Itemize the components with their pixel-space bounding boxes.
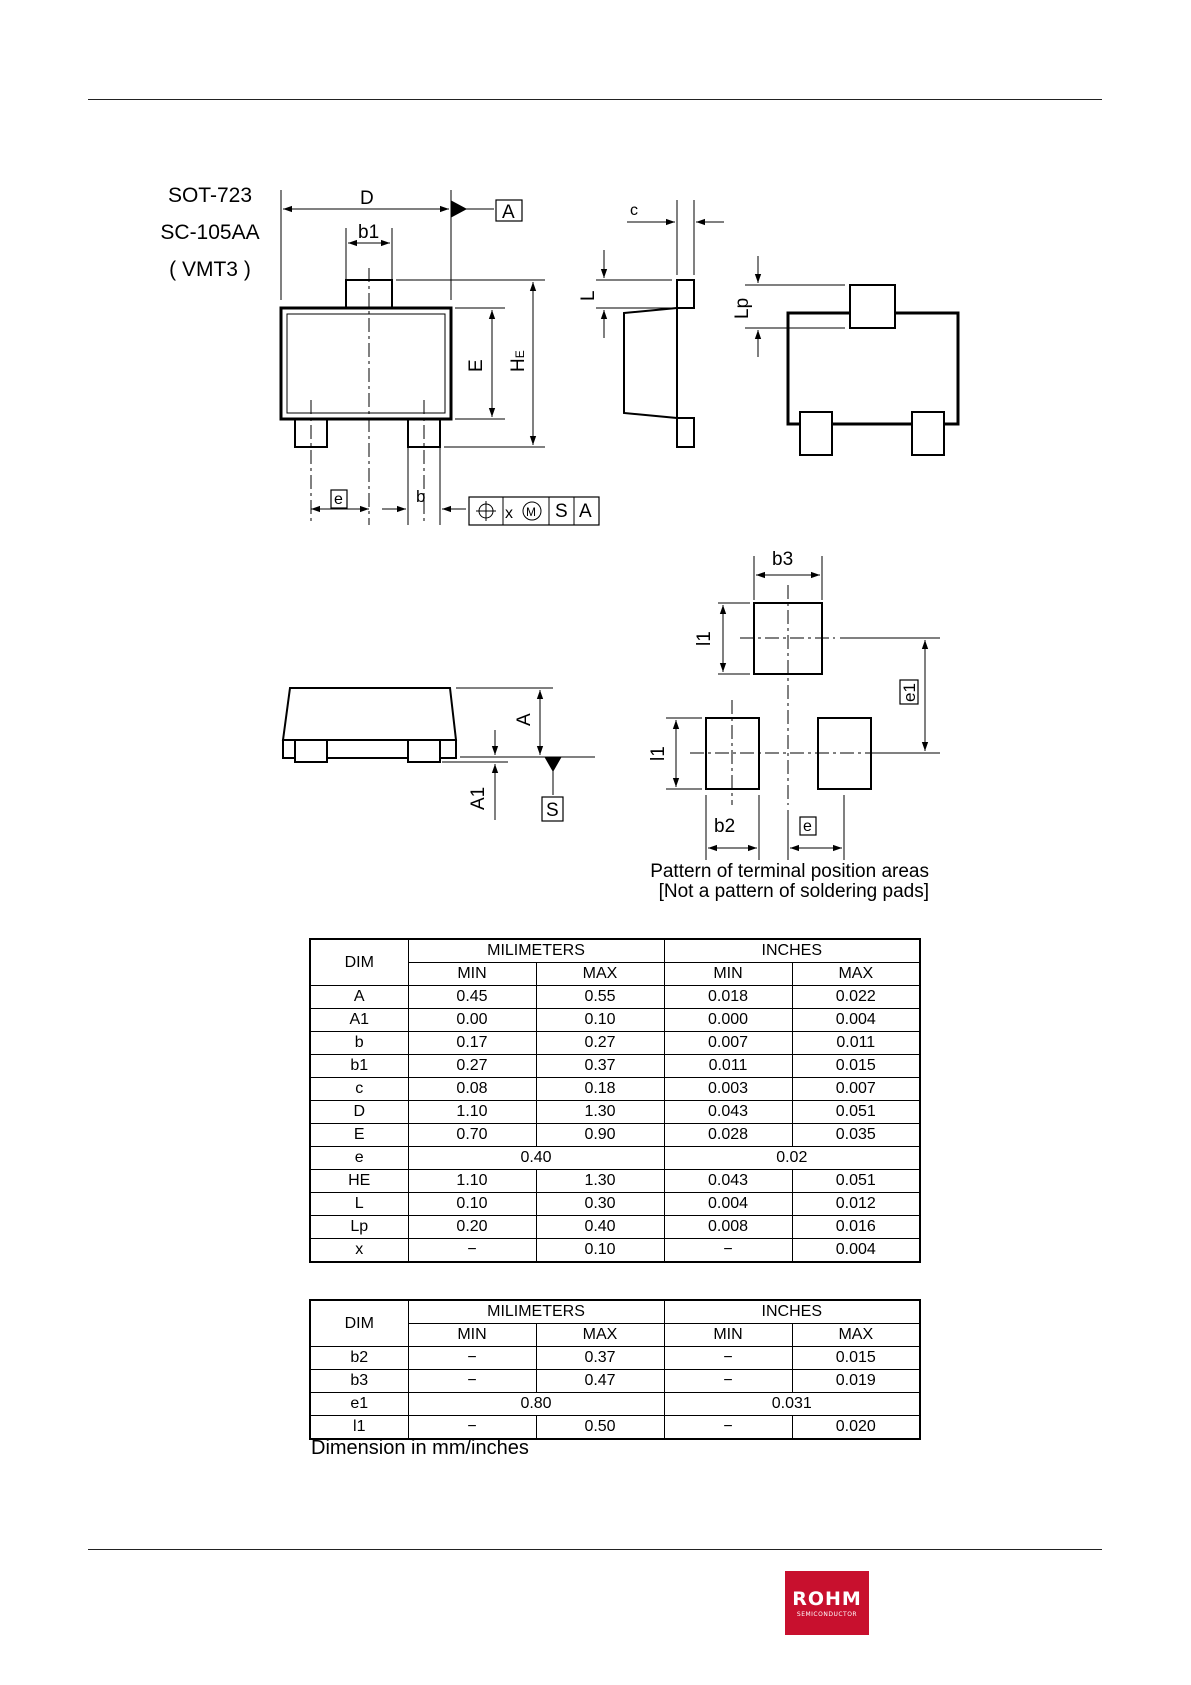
- mm-min-cell: 0.10: [408, 1193, 536, 1216]
- table-row: [310, 1170, 920, 1193]
- mm-min-cell: 0.08: [408, 1078, 536, 1101]
- in-max-cell: 0.016: [792, 1216, 920, 1239]
- mm-min-cell: 1.10: [408, 1170, 536, 1193]
- mm-min-cell: −: [408, 1347, 536, 1370]
- datum-label-S: S: [546, 800, 559, 821]
- in-min-cell: 0.007: [664, 1032, 792, 1055]
- in-min-cell: −: [664, 1416, 792, 1440]
- mm-max-cell: 0.50: [536, 1416, 664, 1440]
- terminal-pattern: [666, 556, 940, 860]
- dim-cell: Lp: [310, 1216, 408, 1239]
- in-max-cell: 0.011: [792, 1032, 920, 1055]
- dim-cell: HE: [310, 1170, 408, 1193]
- in-max-header: MAX: [792, 963, 920, 986]
- logo-subtext: SEMICONDUCTOR: [796, 1611, 858, 1618]
- in-min-cell: −: [664, 1239, 792, 1263]
- in-min-cell: 0.011: [664, 1055, 792, 1078]
- in-min-header: MIN: [664, 963, 792, 986]
- mm-max-cell: 0.27: [536, 1032, 664, 1055]
- mm-max-cell: 0.18: [536, 1078, 664, 1101]
- in-value-cell: 0.031: [664, 1393, 920, 1416]
- dim-label-HE-sub: E: [513, 350, 527, 359]
- dim-label-HE-main: H: [508, 358, 529, 372]
- in-min-cell: 0.003: [664, 1078, 792, 1101]
- dim-label-l1-top: l1: [694, 631, 715, 646]
- mm-min-cell: −: [408, 1370, 536, 1393]
- in-min-cell: 0.028: [664, 1124, 792, 1147]
- dim-cell: c: [310, 1078, 408, 1101]
- dimension-note: Dimension in mm/inches: [311, 1437, 529, 1459]
- dim-label-b2: b2: [714, 816, 736, 837]
- dim-label-e: e: [334, 491, 343, 508]
- mm-min-header: MIN: [408, 963, 536, 986]
- in-max-cell: 0.015: [792, 1055, 920, 1078]
- dim-cell: A1: [310, 1009, 408, 1032]
- in-min-cell: 0.008: [664, 1216, 792, 1239]
- table-header-row: [310, 1300, 920, 1324]
- mm-max-cell: 0.40: [536, 1216, 664, 1239]
- pattern-dimensions-table: [309, 1299, 921, 1440]
- dim-cell: b: [310, 1032, 408, 1055]
- in-max-cell: 0.022: [792, 986, 920, 1009]
- mm-min-cell: 1.10: [408, 1101, 536, 1124]
- dim-cell: D: [310, 1101, 408, 1124]
- in-max-cell: 0.004: [792, 1009, 920, 1032]
- in-min-cell: 0.018: [664, 986, 792, 1009]
- mm-min-cell: 0.17: [408, 1032, 536, 1055]
- table-row: [310, 1393, 920, 1416]
- table-row: [310, 1239, 920, 1263]
- mm-max-cell: 0.37: [536, 1055, 664, 1078]
- in-min-cell: −: [664, 1347, 792, 1370]
- mm-min-cell: 0.00: [408, 1009, 536, 1032]
- dim-cell: l1: [310, 1416, 408, 1440]
- table-row: [310, 1216, 920, 1239]
- mm-max-cell: 1.30: [536, 1170, 664, 1193]
- mm-min-cell: −: [408, 1416, 536, 1440]
- dim-cell: L: [310, 1193, 408, 1216]
- dim-cell: b1: [310, 1055, 408, 1078]
- datum-label-A: A: [502, 202, 515, 223]
- dim-label-e1: e1: [900, 683, 919, 702]
- mm-max-cell: 0.10: [536, 1239, 664, 1263]
- dim-label-A: A: [514, 713, 535, 726]
- tolerance-label-x: x: [505, 505, 513, 522]
- in-value-cell: 0.02: [664, 1147, 920, 1170]
- dim-cell: e1: [310, 1393, 408, 1416]
- table-row: [310, 1055, 920, 1078]
- mm-max-cell: 0.90: [536, 1124, 664, 1147]
- dim-label-A1: A1: [468, 786, 489, 810]
- dim-cell: e: [310, 1147, 408, 1170]
- table-header-row: [310, 939, 920, 963]
- mm-max-header: MAX: [536, 963, 664, 986]
- mm-min-header: MIN: [408, 1324, 536, 1347]
- table-row: [310, 1193, 920, 1216]
- in-max-cell: 0.035: [792, 1124, 920, 1147]
- table-row: [310, 1101, 920, 1124]
- mm-max-cell: 0.55: [536, 986, 664, 1009]
- table-row: [310, 1347, 920, 1370]
- in-max-cell: 0.012: [792, 1193, 920, 1216]
- mm-max-cell: 0.37: [536, 1347, 664, 1370]
- package-rohm-name: ( VMT3 ): [169, 258, 251, 281]
- mm-value-cell: 0.80: [408, 1393, 664, 1416]
- dim-header: DIM: [310, 1300, 408, 1347]
- dim-cell: A: [310, 986, 408, 1009]
- pattern-caption: [600, 862, 929, 902]
- package-name: SOT-723: [167, 184, 253, 207]
- mm-min-cell: 0.70: [408, 1124, 536, 1147]
- tolerance-label-M: M: [526, 505, 536, 519]
- in-min-cell: 0.043: [664, 1170, 792, 1193]
- table-row: [310, 1124, 920, 1147]
- rohm-logo: [785, 1571, 869, 1635]
- dim-label-L: L: [578, 290, 599, 301]
- mm-max-cell: 0.30: [536, 1193, 664, 1216]
- dim-label-b3: b3: [772, 549, 794, 570]
- pattern-caption-line2: [Not a pattern of soldering pads]: [658, 881, 929, 902]
- mm-max-cell: 0.47: [536, 1370, 664, 1393]
- side-view: [596, 200, 724, 447]
- in-max-cell: 0.051: [792, 1170, 920, 1193]
- in-max-cell: 0.020: [792, 1416, 920, 1440]
- dim-label-b: b: [416, 487, 426, 506]
- dim-label-b1: b1: [358, 222, 380, 243]
- mm-max-header: MAX: [536, 1324, 664, 1347]
- in-max-cell: 0.004: [792, 1239, 920, 1263]
- in-max-cell: 0.015: [792, 1347, 920, 1370]
- table-row: [310, 1416, 920, 1440]
- pattern-caption-line1: Pattern of terminal position areas: [650, 861, 929, 882]
- table-row: [310, 1147, 920, 1170]
- in-max-cell: 0.019: [792, 1370, 920, 1393]
- table-row: [310, 1078, 920, 1101]
- mm-min-cell: 0.20: [408, 1216, 536, 1239]
- in-min-cell: −: [664, 1370, 792, 1393]
- dim-cell: x: [310, 1239, 408, 1263]
- mm-max-cell: 1.30: [536, 1101, 664, 1124]
- in-header: INCHES: [664, 939, 920, 963]
- dim-label-l1-bottom: l1: [648, 746, 669, 761]
- mm-max-cell: 0.10: [536, 1009, 664, 1032]
- in-min-cell: 0.004: [664, 1193, 792, 1216]
- datum-ref-A: A: [579, 501, 592, 522]
- dimensions-table: [309, 938, 921, 1263]
- dim-label-D: D: [360, 188, 374, 209]
- dim-cell: b3: [310, 1370, 408, 1393]
- dim-label-Lp: Lp: [732, 297, 753, 319]
- table-row: [310, 1032, 920, 1055]
- logo-text: ROHM: [792, 1588, 862, 1610]
- package-jeita-name: SC-105AA: [160, 221, 260, 244]
- bottom-view: [745, 256, 958, 455]
- in-max-cell: 0.007: [792, 1078, 920, 1101]
- footer-rule: [88, 1549, 1102, 1550]
- dim-cell: E: [310, 1124, 408, 1147]
- in-min-cell: 0.043: [664, 1101, 792, 1124]
- mm-min-cell: −: [408, 1239, 536, 1263]
- dim-label-e-pattern: e: [803, 818, 812, 835]
- top-view: [281, 190, 599, 525]
- dim-label-c: c: [630, 202, 638, 219]
- mm-header: MILIMETERS: [408, 939, 664, 963]
- dim-cell: b2: [310, 1347, 408, 1370]
- mm-header: MILIMETERS: [408, 1300, 664, 1324]
- table-row: [310, 1009, 920, 1032]
- datum-ref-S: S: [555, 501, 568, 522]
- dim-label-E: E: [466, 359, 487, 372]
- dim-header: DIM: [310, 939, 408, 986]
- table-row: [310, 1370, 920, 1393]
- in-min-header: MIN: [664, 1324, 792, 1347]
- in-header: INCHES: [664, 1300, 920, 1324]
- in-max-cell: 0.051: [792, 1101, 920, 1124]
- mm-min-cell: 0.45: [408, 986, 536, 1009]
- table-row: [310, 986, 920, 1009]
- mm-value-cell: 0.40: [408, 1147, 664, 1170]
- dim-label-HE: [508, 350, 529, 372]
- in-max-header: MAX: [792, 1324, 920, 1347]
- mm-min-cell: 0.27: [408, 1055, 536, 1078]
- in-min-cell: 0.000: [664, 1009, 792, 1032]
